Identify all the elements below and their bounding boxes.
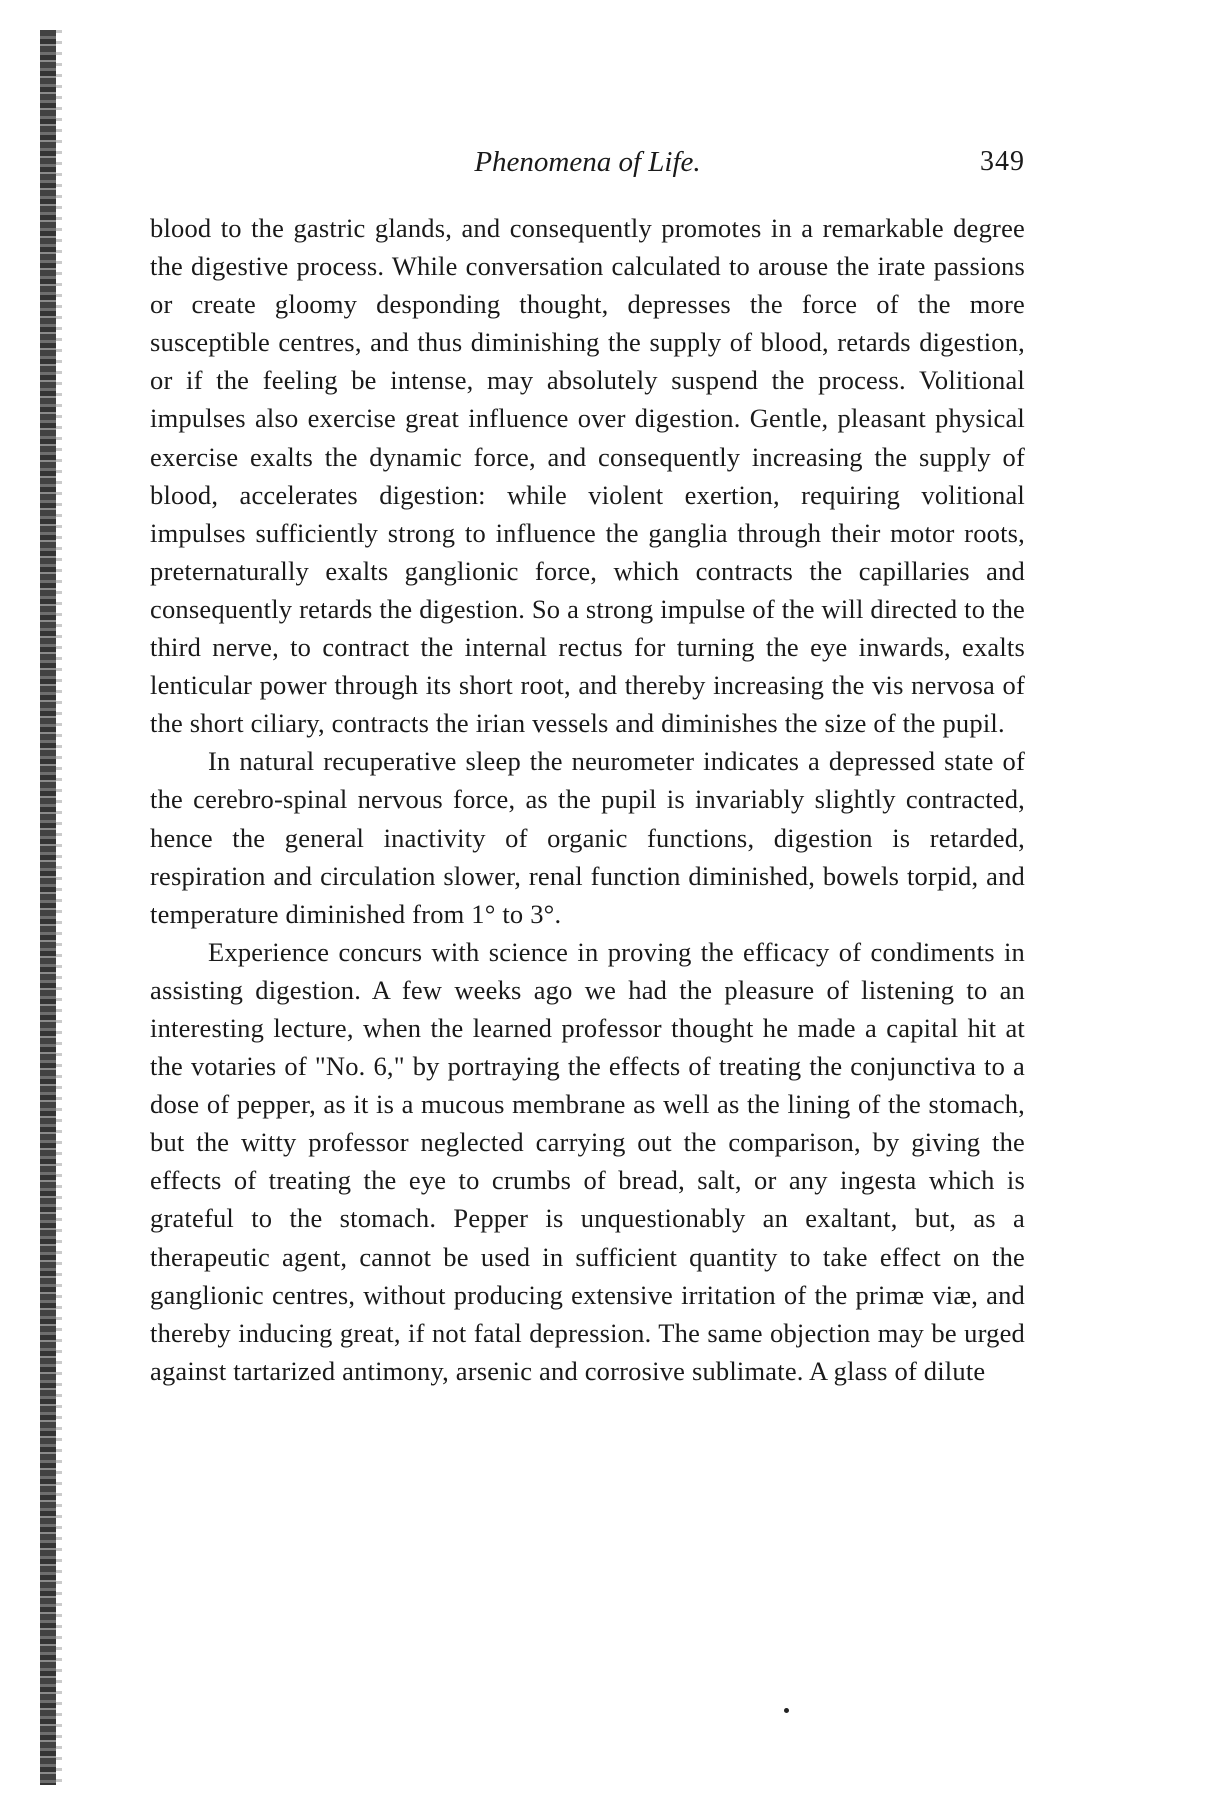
- ink-speck: [784, 1708, 789, 1713]
- body-text: [150, 209, 1025, 1390]
- paragraph-1: blood to the gastric glands, and consequently promotes in a remarkable degree the digestive process. While conversation calculated to arouse the irate passions or create gloomy desponding thought, depresses the force of the more susceptible centres, and thus diminishing the supply of blood, retards digestion, or if the feeling be intense, may absolutely suspend the process. Volitional impulses also exercise great influence over digestion. Gentle, pleasant physical exercise exalts the dynamic force, and consequently increasing the supply of blood, accelerates digestion: while violent exertion, requiring volitional impulses sufficiently strong to influence the ganglia through their motor roots, preternaturally exalts ganglionic force, which contracts the capillaries and consequently retards the digestion. So a strong impulse of the will directed to the third nerve, to contract the internal rectus for turning the eye inwards, exalts lenticular power through its short root, and thereby increasing the vis nervosa of the short ciliary, contracts the irian vessels and diminishes the size of the pupil.: [150, 213, 1025, 739]
- running-head: [150, 142, 1025, 182]
- binding-edge: [40, 30, 56, 1785]
- running-title: Phenomena of Life.: [474, 146, 701, 178]
- page-number: 349: [980, 146, 1025, 177]
- paragraph-2: In natural recuperative sleep the neurometer indicates a depressed state of the cerebro-spinal nervous force, as the pupil is invariably slightly contracted, hence the general inactivity of organic functions, digestion is retarded, respiration and circulation slower, renal function diminished, bowels torpid, and temperature diminished from 1° to 3°.: [150, 746, 1025, 929]
- paragraph-3: Experience concurs with science in proving the efficacy of condiments in assisting digestion. A few weeks ago we had the pleasure of listening to an interesting lecture, when the learned professor thought he made a capital hit at the votaries of "No. 6," by portraying the effects of treating the conjunctiva to a dose of pepper, as it is a mucous membrane as well as the lining of the stomach, but the witty professor neglected carrying out the comparison, by giving the effects of treating the eye to crumbs of bread, salt, or any ingesta which is grateful to the stomach. Pepper is unquestionably an exaltant, but, as a therapeutic agent, cannot be used in sufficient quantity to take effect on the ganglionic centres, without producing extensive irritation of the primæ viæ, and thereby inducing great, if not fatal depression. The same objection may be urged against tartarized antimony, arsenic and corrosive sublimate. A glass of dilute: [150, 936, 1025, 1386]
